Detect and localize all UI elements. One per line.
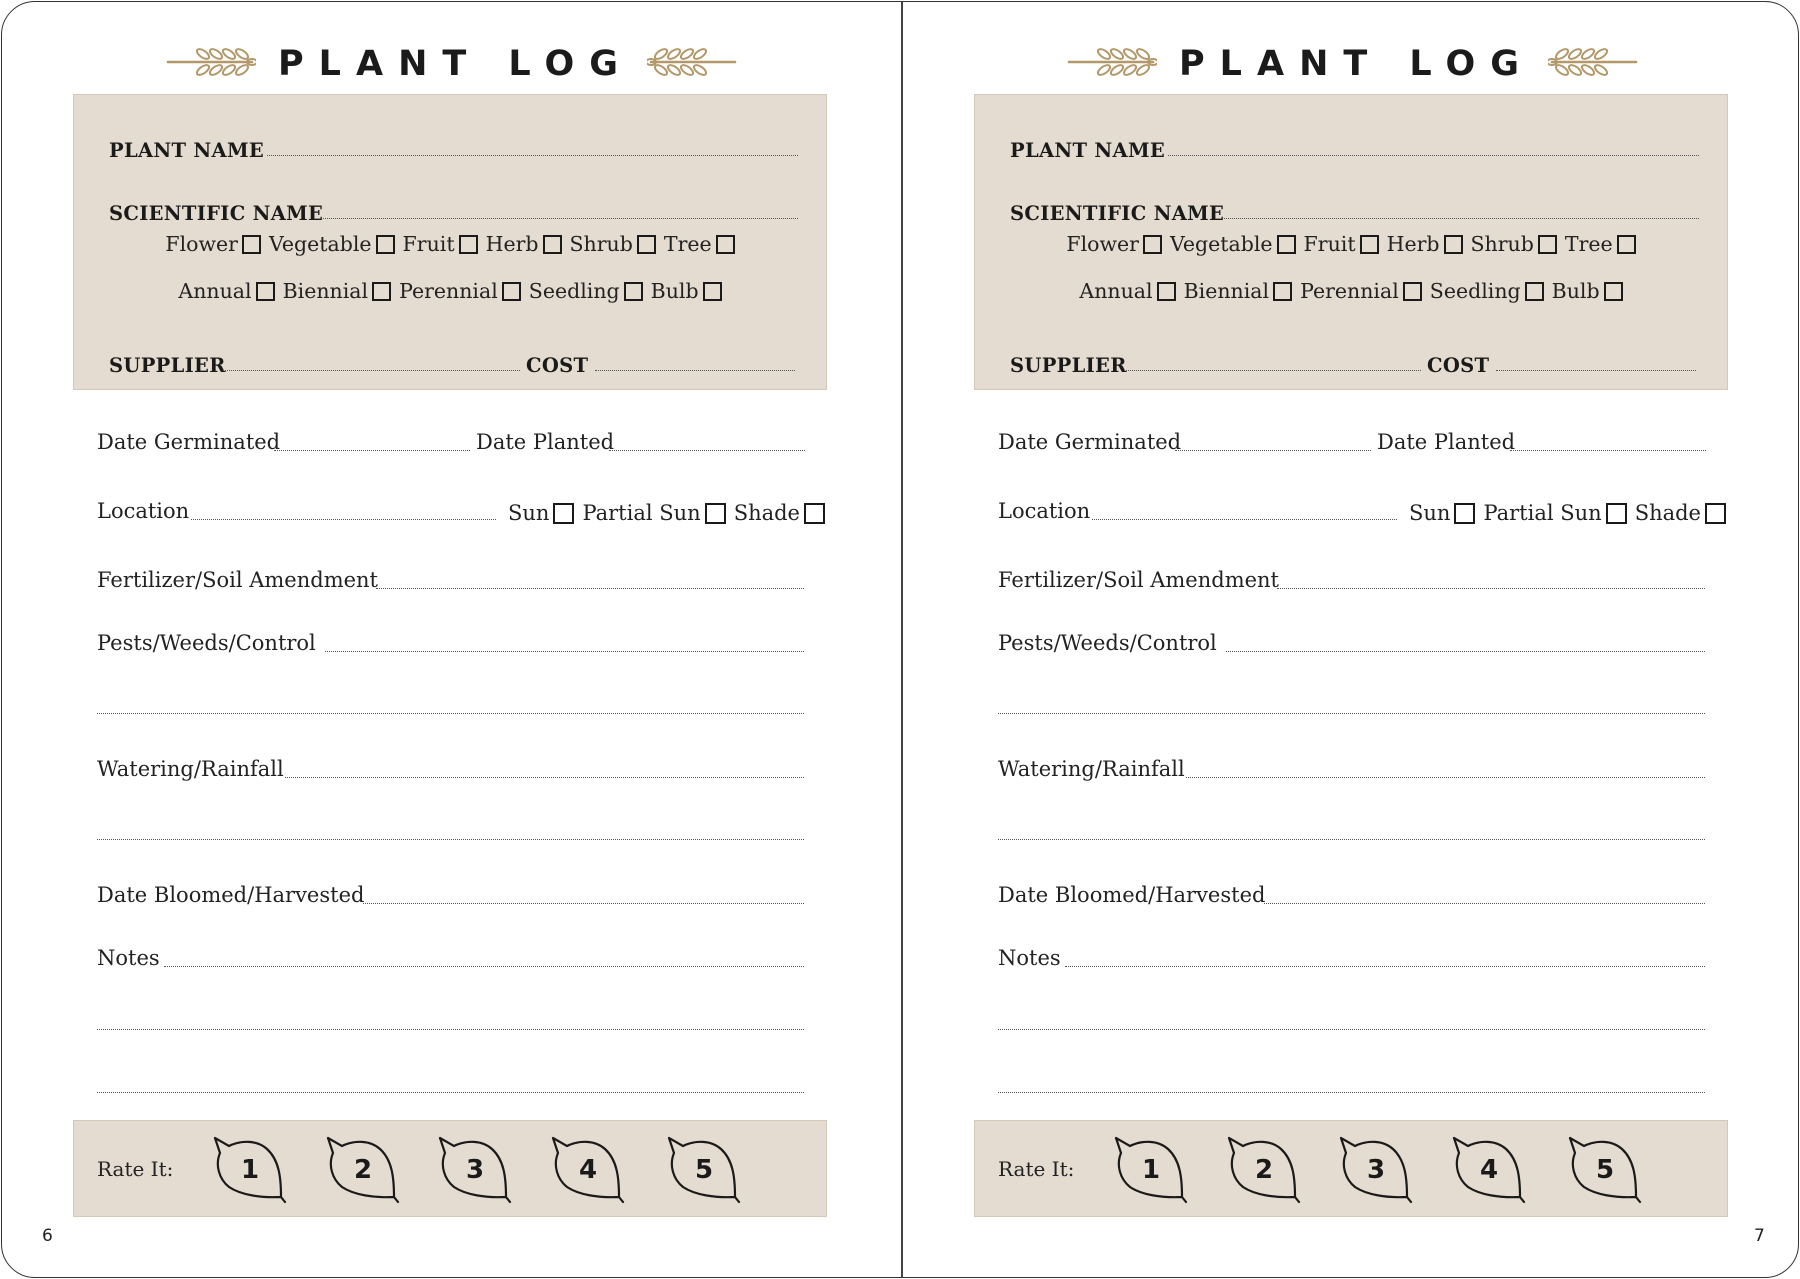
fertilizer-field[interactable] [1277, 588, 1705, 589]
rating-leaf[interactable] [1225, 1135, 1301, 1205]
sun-option[interactable] [1483, 501, 1626, 525]
location-field[interactable] [191, 519, 496, 520]
lifecycle-label: Perennial [1300, 279, 1399, 303]
checkbox-icon[interactable] [1157, 282, 1176, 301]
bloomed-field[interactable] [1264, 903, 1705, 904]
supplier-label: SUPPLIER [109, 354, 226, 377]
sun-option-label: Shade [733, 501, 800, 525]
location-label: Location [97, 499, 190, 523]
type-label: Shrub [569, 232, 633, 256]
right-page [903, 2, 1799, 1277]
title-row [903, 38, 1799, 90]
watering-field-line-2[interactable] [97, 839, 804, 840]
rating-leaf[interactable] [1450, 1135, 1526, 1205]
rating-number: 4 [578, 1155, 598, 1185]
type-label: Fruit [402, 232, 455, 256]
type-option[interactable] [1387, 232, 1463, 256]
notes-field-line-3[interactable] [97, 1092, 804, 1093]
type-option[interactable] [1565, 232, 1636, 256]
notes-label: Notes [998, 946, 1061, 970]
fertilizer-field[interactable] [376, 588, 804, 589]
checkbox-icon[interactable] [1525, 282, 1544, 301]
lifecycle-label: Perennial [399, 279, 498, 303]
checkbox-icon[interactable] [624, 282, 643, 301]
checkbox-icon[interactable] [804, 503, 825, 524]
notes-field-line-3[interactable] [998, 1092, 1705, 1093]
type-option[interactable] [1170, 232, 1296, 256]
date-germinated-label: Date Germinated [998, 430, 1182, 454]
checkbox-icon[interactable] [1360, 235, 1379, 254]
type-label: Vegetable [1169, 232, 1273, 256]
rate-label: Rate It: [998, 1157, 1075, 1181]
lifecycle-option[interactable] [1300, 279, 1422, 303]
date-planted-label: Date Planted [476, 430, 615, 454]
checkbox-icon[interactable] [716, 235, 735, 254]
watering-label: Watering/Rainfall [998, 757, 1185, 781]
plant-name-label: PLANT NAME [1010, 139, 1166, 162]
type-option[interactable] [1304, 232, 1379, 256]
checkbox-icon[interactable] [1705, 503, 1726, 524]
date-germinated-field[interactable] [274, 450, 470, 451]
rate-label: Rate It: [97, 1157, 174, 1181]
rating-leaf[interactable] [324, 1135, 400, 1205]
checkbox-icon[interactable] [376, 235, 395, 254]
type-label: Herb [485, 232, 539, 256]
location-label: Location [998, 499, 1091, 523]
sun-option[interactable] [508, 501, 574, 525]
left-sprig-icon [1067, 45, 1157, 83]
rating-leaf[interactable] [436, 1135, 512, 1205]
rating-number: 1 [240, 1155, 260, 1185]
watering-label: Watering/Rainfall [97, 757, 284, 781]
checkbox-icon[interactable] [242, 235, 261, 254]
type-label: Flower [1066, 232, 1139, 256]
fertilizer-label: Fertilizer/Soil Amendment [97, 568, 378, 592]
rating-number: 2 [353, 1155, 373, 1185]
type-label: Tree [1564, 232, 1613, 256]
right-sprig-icon [647, 45, 737, 83]
type-option[interactable] [664, 232, 735, 256]
type-option[interactable] [403, 232, 478, 256]
checkbox-icon[interactable] [543, 235, 562, 254]
checkbox-icon[interactable] [256, 282, 275, 301]
scientific-name-label: SCIENTIFIC NAME [109, 202, 324, 225]
plant-type-row [74, 229, 826, 259]
scientific-name-field[interactable] [320, 218, 798, 219]
date-planted-field[interactable] [1510, 450, 1706, 451]
notes-field-line-2[interactable] [97, 1029, 804, 1030]
sun-option[interactable] [582, 501, 725, 525]
lifecycle-option[interactable] [1430, 279, 1544, 303]
type-option[interactable] [1471, 232, 1557, 256]
pests-field-line-2[interactable] [998, 713, 1705, 714]
lifecycle-label: Biennial [282, 279, 369, 303]
notebook-spread [1, 1, 1799, 1278]
lifecycle-option[interactable] [178, 279, 274, 303]
rating-leaf[interactable] [1112, 1135, 1188, 1205]
type-label: Fruit [1303, 232, 1356, 256]
bloomed-label: Date Bloomed/Harvested [998, 883, 1266, 907]
checkbox-icon[interactable] [637, 235, 656, 254]
sun-option-label: Sun [508, 501, 550, 525]
sun-option[interactable] [734, 501, 825, 525]
notes-field[interactable] [164, 966, 804, 967]
lifecycle-row [74, 276, 826, 306]
type-option[interactable] [269, 232, 395, 256]
type-option[interactable] [570, 232, 656, 256]
rating-leaf[interactable] [1337, 1135, 1413, 1205]
lifecycle-option[interactable] [651, 279, 722, 303]
checkbox-icon[interactable] [1538, 235, 1557, 254]
sun-option[interactable] [1409, 501, 1475, 525]
cost-label: COST [526, 354, 589, 377]
rating-leaf[interactable] [1566, 1135, 1642, 1205]
rating-number: 5 [694, 1155, 714, 1185]
checkbox-icon[interactable] [1403, 282, 1422, 301]
checkbox-icon[interactable] [1454, 503, 1475, 524]
watering-field[interactable] [285, 777, 804, 778]
type-label: Vegetable [268, 232, 372, 256]
checkbox-icon[interactable] [502, 282, 521, 301]
page-title: PLANT LOG [278, 44, 633, 84]
pests-label: Pests/Weeds/Control [998, 631, 1217, 655]
lifecycle-label: Annual [1079, 279, 1153, 303]
date-germinated-field[interactable] [1175, 450, 1371, 451]
checkbox-icon[interactable] [703, 282, 722, 301]
type-option[interactable] [486, 232, 562, 256]
lifecycle-option[interactable] [1184, 279, 1293, 303]
supplier-field[interactable] [223, 370, 520, 371]
notes-label: Notes [97, 946, 160, 970]
lifecycle-label: Annual [178, 279, 252, 303]
lifecycle-row [975, 276, 1727, 306]
lifecycle-option[interactable] [529, 279, 643, 303]
type-label: Herb [1386, 232, 1440, 256]
supplier-field[interactable] [1124, 370, 1421, 371]
type-label: Flower [165, 232, 238, 256]
left-sprig-icon [166, 45, 256, 83]
supplier-label: SUPPLIER [1010, 354, 1127, 377]
bloomed-label: Date Bloomed/Harvested [97, 883, 365, 907]
lifecycle-option[interactable] [1552, 279, 1623, 303]
date-planted-label: Date Planted [1377, 430, 1516, 454]
sun-option-label: Partial Sun [582, 501, 701, 525]
checkbox-icon[interactable] [372, 282, 391, 301]
type-option[interactable] [165, 232, 261, 256]
rating-leaf[interactable] [665, 1135, 741, 1205]
plant-type-row [975, 229, 1727, 259]
lifecycle-label: Biennial [1183, 279, 1270, 303]
checkbox-icon[interactable] [1143, 235, 1162, 254]
left-page [2, 2, 901, 1277]
rating-box [73, 1120, 827, 1217]
rating-number: 5 [1595, 1155, 1615, 1185]
checkbox-icon[interactable] [705, 503, 726, 524]
rating-number: 1 [1141, 1155, 1161, 1185]
lifecycle-label: Seedling [1429, 279, 1521, 303]
date-germinated-label: Date Germinated [97, 430, 281, 454]
rating-number: 2 [1254, 1155, 1274, 1185]
type-label: Tree [663, 232, 712, 256]
pests-field[interactable] [1226, 651, 1705, 652]
watering-field[interactable] [1186, 777, 1705, 778]
checkbox-icon[interactable] [1277, 235, 1296, 254]
type-option[interactable] [1066, 232, 1162, 256]
checkbox-icon[interactable] [1606, 503, 1627, 524]
checkbox-icon[interactable] [1617, 235, 1636, 254]
date-planted-field[interactable] [609, 450, 805, 451]
checkbox-icon[interactable] [459, 235, 478, 254]
pests-label: Pests/Weeds/Control [97, 631, 316, 655]
watering-field-line-2[interactable] [998, 839, 1705, 840]
title-row [2, 38, 901, 90]
scientific-name-field[interactable] [1221, 218, 1699, 219]
checkbox-icon[interactable] [1604, 282, 1623, 301]
cost-label: COST [1427, 354, 1490, 377]
sun-options [1405, 499, 1730, 527]
page-title: PLANT LOG [1179, 44, 1534, 84]
cost-field[interactable] [1496, 370, 1696, 371]
lifecycle-label: Seedling [528, 279, 620, 303]
header-box [974, 94, 1728, 390]
lifecycle-label: Bulb [1551, 279, 1600, 303]
lifecycle-label: Bulb [650, 279, 699, 303]
checkbox-icon[interactable] [553, 503, 574, 524]
notes-field[interactable] [1065, 966, 1705, 967]
plant-name-field[interactable] [267, 155, 798, 156]
rating-box [974, 1120, 1728, 1217]
rating-leaf[interactable] [211, 1135, 287, 1205]
pests-field-line-2[interactable] [97, 713, 804, 714]
plant-name-field[interactable] [1168, 155, 1699, 156]
sun-options [504, 499, 829, 527]
rating-number: 3 [1366, 1155, 1386, 1185]
rating-leaf[interactable] [549, 1135, 625, 1205]
location-field[interactable] [1092, 519, 1397, 520]
fertilizer-label: Fertilizer/Soil Amendment [998, 568, 1279, 592]
page-number: 6 [42, 1226, 53, 1246]
pests-field[interactable] [325, 651, 804, 652]
rating-number: 4 [1479, 1155, 1499, 1185]
lifecycle-option[interactable] [1079, 279, 1175, 303]
checkbox-icon[interactable] [1444, 235, 1463, 254]
notes-field-line-2[interactable] [998, 1029, 1705, 1030]
plant-name-label: PLANT NAME [109, 139, 265, 162]
sun-option-label: Sun [1409, 501, 1451, 525]
scientific-name-label: SCIENTIFIC NAME [1010, 202, 1225, 225]
page-number: 7 [1754, 1226, 1765, 1246]
bloomed-field[interactable] [363, 903, 804, 904]
type-label: Shrub [1470, 232, 1534, 256]
cost-field[interactable] [595, 370, 795, 371]
header-box [73, 94, 827, 390]
rating-number: 3 [465, 1155, 485, 1185]
lifecycle-option[interactable] [283, 279, 392, 303]
sun-option-label: Partial Sun [1483, 501, 1602, 525]
sun-option[interactable] [1635, 501, 1726, 525]
lifecycle-option[interactable] [399, 279, 521, 303]
checkbox-icon[interactable] [1273, 282, 1292, 301]
sun-option-label: Shade [1634, 501, 1701, 525]
right-sprig-icon [1548, 45, 1638, 83]
